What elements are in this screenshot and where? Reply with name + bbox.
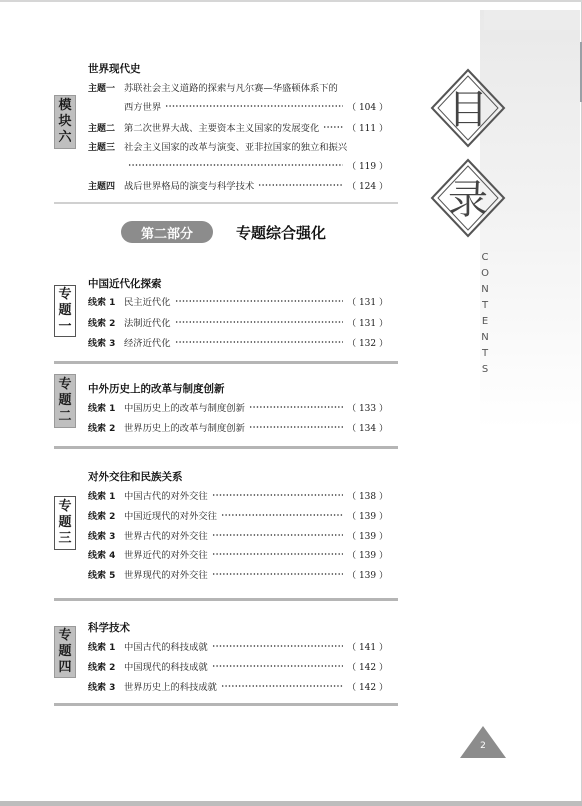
- toc-row[interactable]: 西方世界 （ 104 ）: [124, 102, 388, 113]
- toc-row[interactable]: （ 119 ）: [124, 158, 388, 172]
- toc-row[interactable]: 线索 1 中国古代的科技成就 （ 141 ）: [88, 642, 388, 653]
- dot-leader: [175, 300, 344, 302]
- toc-row[interactable]: 主题一 苏联社会主义道路的探索与凡尔赛—华盛顿体系下的: [88, 83, 338, 94]
- dot-leader: [249, 426, 343, 428]
- toc-row[interactable]: 线索 3 世界历史上的科技成就 （ 142 ）: [88, 682, 388, 693]
- section-divider: [54, 446, 398, 449]
- dot-leader: [212, 534, 343, 536]
- section-divider: [54, 703, 398, 706]
- module6-title: 世界现代史: [88, 63, 141, 75]
- module6-tag: 模 块 六: [54, 95, 76, 149]
- toc-row[interactable]: 线索 1 中国古代的对外交往 （ 138 ）: [88, 491, 388, 502]
- part2-title: 专题综合强化: [236, 224, 327, 242]
- topic4-tag: 专 题 四: [54, 626, 76, 678]
- contents-decoration: [420, 10, 580, 430]
- toc-row[interactable]: 线索 1 中国历史上的改革与制度创新 （ 133 ）: [88, 403, 388, 414]
- dot-leader: [212, 665, 343, 667]
- bottom-rule: [0, 801, 582, 806]
- topic3-tag: 专 题 三: [54, 496, 76, 550]
- section-divider: [54, 598, 398, 601]
- topic2-tag: 专 题 二: [54, 374, 76, 428]
- heading-char-2: 录: [448, 177, 488, 223]
- dot-leader: [221, 514, 343, 516]
- toc-row[interactable]: 线索 2 世界历史上的改革与制度创新 （ 134 ）: [88, 423, 388, 434]
- toc-row[interactable]: 线索 3 世界古代的对外交往 （ 139 ）: [88, 531, 388, 542]
- toc-row[interactable]: 线索 1 民主近代化 （ 131 ）: [88, 297, 388, 308]
- toc-row[interactable]: 线索 2 中国近现代的对外交往 （ 139 ）: [88, 511, 388, 522]
- dot-leader: [128, 164, 343, 166]
- dot-leader: [212, 553, 343, 555]
- toc-row[interactable]: 线索 2 法制近代化 （ 131 ）: [88, 318, 388, 329]
- toc-row[interactable]: 线索 5 世界现代的对外交往 （ 139 ）: [88, 570, 388, 581]
- section-divider: [54, 202, 398, 204]
- heading-char-1: 目: [448, 87, 488, 133]
- dot-leader: [221, 685, 343, 687]
- dot-leader: [165, 105, 343, 107]
- dot-leader: [212, 573, 343, 575]
- contents-word: C O N T E N T S: [481, 252, 489, 375]
- toc-row[interactable]: 线索 2 中国现代的科技成就 （ 142 ）: [88, 662, 388, 673]
- dot-leader: [212, 494, 343, 496]
- toc-row[interactable]: 线索 3 经济近代化 （ 132 ）: [88, 338, 388, 349]
- top-edge: [0, 0, 582, 2]
- topic4-title: 科学技术: [88, 622, 130, 634]
- dot-leader: [212, 645, 343, 647]
- dot-leader: [249, 406, 343, 408]
- dot-leader: [258, 184, 343, 186]
- dot-leader: [175, 341, 344, 343]
- topic1-tag: 专 题 一: [54, 285, 76, 337]
- section-divider: [54, 361, 398, 364]
- toc-row[interactable]: 主题三 社会主义国家的改革与演变、亚非拉国家的独立和振兴: [88, 142, 348, 153]
- dot-leader: [175, 321, 344, 323]
- topic1-title: 中国近代化探索: [88, 278, 162, 290]
- toc-row[interactable]: 线索 4 世界近代的对外交往 （ 139 ）: [88, 550, 388, 561]
- toc-row[interactable]: 主题四 战后世界格局的演变与科学技术 （ 124 ）: [88, 181, 388, 192]
- topic3-title: 对外交往和民族关系: [88, 471, 183, 483]
- toc-row[interactable]: 主题二 第二次世界大战、主要资本主义国家的发展变化 （ 111 ）: [88, 123, 388, 134]
- topic2-title: 中外历史上的改革与制度创新: [88, 383, 225, 395]
- part2-badge: 第二部分: [121, 221, 213, 243]
- page-number: 2: [480, 741, 486, 751]
- dot-leader: [323, 126, 343, 128]
